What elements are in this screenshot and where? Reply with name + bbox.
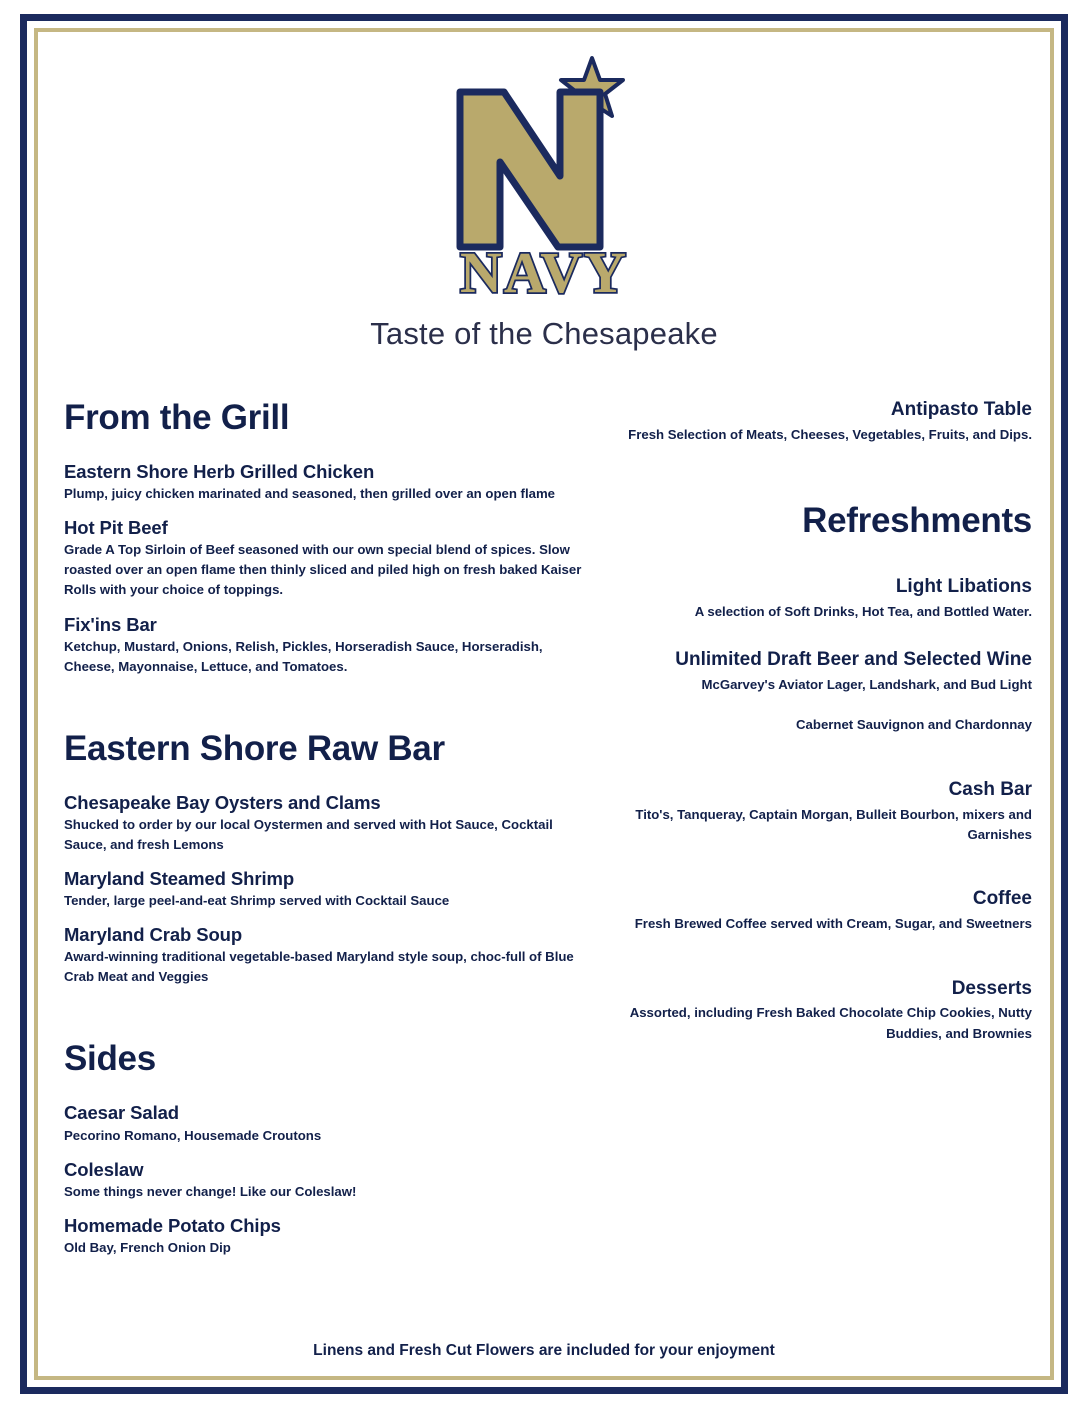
menu-item [64, 516, 584, 600]
menu-item-name: Light Libations [895, 576, 1032, 598]
letter-n [460, 92, 600, 247]
menu-item-desc: Assorted, including Fresh Baked Chocolate Chip Cookies, Nutty Buddies, and Brownies [629, 1005, 1032, 1041]
menu-item-desc: Award-winning traditional vegetable-based Maryland style soup, choc-full of Blue Crab Meat and Veggies [64, 949, 574, 985]
menu-item [64, 1214, 584, 1258]
section-heading-sides: Sides [64, 1039, 156, 1079]
menu-item-name: Homemade Potato Chips [64, 1214, 281, 1236]
menu-item [584, 977, 1032, 1045]
navy-logo [424, 52, 664, 302]
menu-item-name: Antipasto Table [890, 399, 1032, 420]
menu-item-desc: Tito's, Tanqueray, Captain Morgan, Bulleit Bourbon, mixers and Garnishes [635, 806, 1032, 843]
spacer [584, 871, 1032, 887]
menu-item-desc: A selection of Soft Drinks, Hot Tea, and Bottled Water. [694, 603, 1032, 619]
section-heading-grill: From the Grill [64, 398, 290, 437]
menu-item-desc: Some things never change! Like our Coleslaw! [64, 1183, 357, 1199]
section-heading-refreshments: Refreshments [802, 501, 1032, 541]
menu-item-desc: Plump, juicy chicken marinated and seasoned, then grilled over an open flame [64, 486, 556, 502]
menu-item-desc: Fresh Selection of Meats, Cheeses, Vegetables, Fruits, and Dips. [628, 426, 1032, 442]
menu-item [584, 778, 1032, 846]
page-title: Taste of the Chesapeake [370, 316, 718, 351]
menu-item [584, 575, 1032, 622]
menu-item [64, 923, 584, 987]
menu-item-name: Maryland Steamed Shrimp [64, 868, 295, 889]
menu-item-desc: Grade A Top Sirloin of Beef seasoned with our own special blend of spices. Slow roasted over an open flame then thinly sliced and piled high on fresh baked Kaiser Rolls with your choice of toppings. [64, 542, 582, 598]
navy-wordmark: NAVY [459, 240, 629, 302]
menu-content [46, 40, 1042, 1368]
menu-item-desc: Old Bay, French Onion Dip [64, 1239, 231, 1255]
menu-item [64, 460, 584, 504]
menu-item-name: Chesapeake Bay Oysters and Clams [64, 791, 381, 813]
spacer [584, 961, 1032, 977]
menu-columns [46, 398, 1042, 1270]
menu-item-desc: Pecorino Romano, Housemade Croutons [64, 1127, 322, 1143]
spacer [64, 999, 584, 1039]
menu-item-name: Coffee [972, 888, 1032, 910]
menu-item-name: Maryland Crab Soup [64, 924, 243, 946]
right-column [584, 398, 1042, 1270]
menu-item-desc: Shucked to order by our local Oystermen and served with Hot Sauce, Cocktail Sauce, and fresh Lemons [64, 816, 553, 852]
menu-item-antipasto [584, 398, 1032, 445]
menu-item-desc: Tender, large peel-and-eat Shrimp served with Cocktail Sauce [64, 893, 450, 909]
menu-item-name: Hot Pit Beef [64, 517, 168, 539]
menu-item [64, 867, 584, 911]
menu-item-name: Eastern Shore Herb Grilled Chicken [64, 461, 375, 482]
menu-item-extra: Cabernet Sauvignon and Chardonnay [796, 717, 1032, 733]
logo-area [46, 40, 1042, 308]
menu-item-name: Caesar Salad [64, 1102, 180, 1124]
menu-item [584, 648, 1032, 736]
menu-item [64, 791, 584, 855]
menu-item-name: Fix'ins Bar [64, 613, 157, 635]
menu-item [64, 613, 584, 677]
footer-note: Linens and Fresh Cut Flowers are included for your enjoyment [313, 1342, 775, 1359]
menu-item [64, 1158, 584, 1202]
menu-item-name: Unlimited Draft Beer and Selected Wine [675, 649, 1032, 671]
spacer [584, 471, 1032, 501]
spacer [64, 689, 584, 729]
menu-item-name: Cash Bar [948, 778, 1032, 800]
menu-item-desc: McGarvey's Aviator Lager, Landshark, and Bud Light [701, 676, 1032, 692]
menu-item [64, 1101, 584, 1145]
section-heading-raw-bar: Eastern Shore Raw Bar [64, 728, 445, 768]
menu-item [584, 887, 1032, 934]
left-column [46, 398, 584, 1270]
menu-item-name: Desserts [951, 977, 1032, 999]
menu-item-name: Coleslaw [64, 1158, 144, 1180]
menu-item-desc: Fresh Brewed Coffee served with Cream, Sugar, and Sweetners [634, 916, 1032, 932]
menu-item-desc: Ketchup, Mustard, Onions, Relish, Pickles, Horseradish Sauce, Horseradish, Cheese, Mayonnaise, Lettuce, and Tomatoes. [64, 638, 543, 674]
spacer [584, 762, 1032, 778]
spacer [584, 559, 1032, 575]
